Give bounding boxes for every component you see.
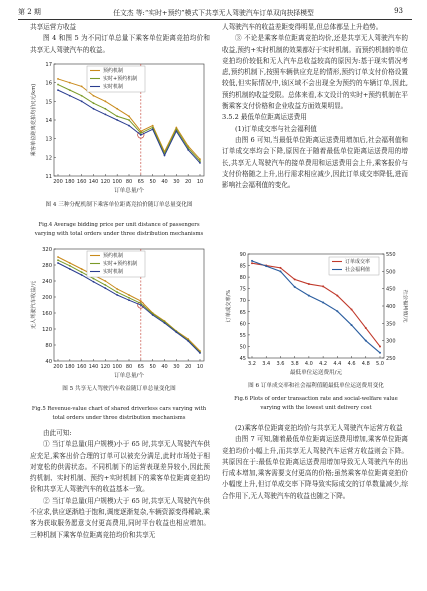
right-column-bottom bbox=[222, 423, 408, 502]
fig6-data-point bbox=[308, 295, 310, 297]
fig4-data-point bbox=[57, 89, 59, 91]
fig6-data-point bbox=[294, 286, 296, 288]
fig6-ytick-left-label: 60 bbox=[239, 321, 246, 328]
fig4-xtick-label: 20 bbox=[184, 179, 192, 185]
fig4-data-point bbox=[128, 125, 130, 127]
fig4-ytick-label: 17 bbox=[45, 62, 52, 68]
fig5-data-point bbox=[140, 304, 142, 306]
fig4-series-line-1 bbox=[58, 85, 200, 162]
fig5-xtick-label: 160 bbox=[76, 364, 87, 370]
fig6-y-axis-left-label: 订单成交率/% bbox=[226, 289, 232, 323]
fig5-xtick-label: 180 bbox=[65, 364, 75, 370]
fig6-data-point bbox=[279, 270, 281, 272]
fig5-data-point bbox=[69, 265, 71, 267]
fig6-data-point bbox=[351, 308, 353, 310]
fig6-ytick-left-label: 75 bbox=[239, 286, 246, 293]
fig4-y-axis-label: 乘客单位距离竞拍均价/(元/km) bbox=[31, 83, 37, 157]
fig4-data-point bbox=[175, 128, 177, 130]
fig6-chart bbox=[224, 248, 408, 380]
fig4-data-point bbox=[93, 95, 95, 97]
fig4-data-point bbox=[93, 108, 95, 110]
fig4-data-point bbox=[140, 132, 142, 134]
left-column-top bbox=[30, 22, 210, 56]
fig5-data-point bbox=[116, 288, 118, 290]
fig5-x-axis-label: 订单总量/个 bbox=[114, 373, 144, 379]
fig5-xtick-label: 50 bbox=[149, 364, 156, 370]
fig5-xtick-label: 100 bbox=[112, 364, 122, 370]
fig6-data-point bbox=[336, 295, 338, 297]
fig4-ytick-label: 16 bbox=[45, 80, 52, 87]
fig4-caption-en: Fig.4 Average bidding price per unit distance of passengers varying with total orders under three distribution mechanisms bbox=[34, 222, 204, 237]
fig5-data-point bbox=[93, 281, 95, 283]
fig6-ytick-right-label: 350 bbox=[386, 321, 396, 328]
fig4-xtick-label: 50 bbox=[149, 179, 156, 185]
fig4-data-point bbox=[152, 127, 154, 129]
fig6-ytick-left-label: 90 bbox=[239, 252, 246, 258]
fig5-data-point bbox=[128, 299, 130, 301]
fig4-data-point bbox=[152, 125, 154, 127]
fig4-data-point bbox=[128, 119, 130, 121]
fig5-xtick-label: 80 bbox=[125, 364, 133, 370]
fig4-data-point bbox=[81, 95, 83, 97]
fig4-xtick-label: 10 bbox=[196, 179, 204, 185]
fig4-data-point bbox=[104, 114, 106, 116]
fig6-ytick-right-label: 250 bbox=[386, 356, 396, 362]
figure-4 bbox=[28, 58, 210, 198]
fig5-data-point bbox=[140, 303, 142, 305]
fig4-ytick-label: 13 bbox=[45, 136, 52, 143]
fig5-data-point bbox=[57, 259, 59, 261]
fig6-ytick-right-label: 550 bbox=[386, 252, 396, 258]
fig6-ytick-left-label: 50 bbox=[239, 344, 246, 351]
fig6-ytick-left-label: 80 bbox=[239, 275, 246, 282]
fig5-xtick-label: 40 bbox=[161, 364, 168, 370]
fig4-xtick-label: 160 bbox=[76, 179, 87, 185]
fig5-data-point bbox=[81, 271, 83, 273]
running-title: 任文杰 等:“实时+预约”模式下共享无人驾驶汽车订单双向抉择模型 bbox=[113, 9, 314, 17]
fig5-xtick-label: 200 bbox=[53, 364, 63, 370]
fig5-xtick-label: 20 bbox=[184, 364, 192, 370]
fig5-ytick-label: 160 bbox=[42, 311, 52, 317]
fig6-ytick-right-label: 300 bbox=[386, 338, 396, 345]
fig5-y-axis-label: 无人驾驶汽车收益/元 bbox=[31, 280, 37, 330]
fig5-caption-en: Fig.5 Revenue-value chart of shared driverless cars varying with total orders under three distribution mechanisms bbox=[31, 406, 207, 421]
fig5-data-point bbox=[199, 352, 201, 354]
fig5-ytick-label: 240 bbox=[42, 279, 52, 285]
fig5-ytick-label: 40 bbox=[45, 359, 52, 365]
conclusion-item-1: ① 当订单总量(用户规模)小于 65 时,共享无人驾驶汽车供应充足,乘客出价合理的订单可以被充分满足,此时市场处于相对宽松的供需状态。不同机制下的运营表现差异较小,因此预约机制、实时机制、预约+实时机制下的乘客单位距离竞拍均价和共享无人驾驶汽车的收益基本一致。 bbox=[30, 440, 210, 494]
fig5-data-point bbox=[140, 300, 142, 302]
section-title: 3.5.2 最低单位距离运送费用 bbox=[222, 113, 307, 122]
fig4-data-point bbox=[152, 128, 154, 130]
fig5-ytick-label: 320 bbox=[42, 247, 52, 253]
fig5-data-point bbox=[164, 322, 166, 324]
fig6-data-point bbox=[279, 267, 281, 269]
fig4-ytick-label: 12 bbox=[45, 155, 52, 162]
fig4-data-point bbox=[104, 100, 106, 102]
fig4-ytick-label: 14 bbox=[45, 118, 52, 124]
fig6-legend-label: 社会福利值 bbox=[345, 267, 371, 273]
fig4-data-point bbox=[93, 102, 95, 104]
fig5-data-point bbox=[116, 294, 118, 296]
fig6-data-point bbox=[379, 345, 381, 347]
fig5-legend-label: 预约机制 bbox=[103, 253, 124, 259]
fig4-xtick-label: 200 bbox=[53, 179, 63, 185]
fig6-data-point bbox=[365, 340, 367, 342]
fig6-ytick-left-label: 45 bbox=[239, 356, 246, 362]
fig4-xtick-label: 40 bbox=[161, 179, 168, 185]
fig6-ytick-left-label: 65 bbox=[239, 309, 246, 316]
figure-5 bbox=[28, 243, 210, 383]
fig6-data-point bbox=[336, 310, 338, 312]
fig6-xtick-label: 3.2 bbox=[248, 361, 256, 367]
right-paragraph-1: 人驾驶汽车的收益差距变得明显,但总体都呈上升趋势。 bbox=[222, 23, 383, 31]
fig4-series-line-2 bbox=[58, 90, 200, 163]
fig4-xtick-label: 65 bbox=[137, 179, 145, 185]
fig4-xtick-label: 80 bbox=[125, 179, 133, 185]
fig6-caption-cn: 图 6 订单成交率和社会福利值随最低单位运送费用变化 bbox=[248, 383, 384, 389]
fig6-ytick-left-label: 85 bbox=[239, 263, 246, 270]
fig5-data-point bbox=[104, 284, 106, 286]
fig4-data-point bbox=[69, 95, 71, 97]
fig4-legend-label: 实时+预约机制 bbox=[103, 76, 138, 82]
fig5-ytick-label: 280 bbox=[42, 263, 52, 269]
fig4-xtick-label: 100 bbox=[112, 179, 122, 185]
conclusion-lead: 由此可知: bbox=[43, 429, 72, 437]
fig5-data-point bbox=[116, 291, 118, 293]
fig4-data-point bbox=[116, 108, 118, 110]
intro-paragraph: 图 4 和图 5 为不同订单总量下乘客单位距离竞拍均价和共享无人驾驶汽车的收益。 bbox=[30, 34, 210, 54]
fig5-data-point bbox=[93, 278, 95, 280]
fig5-data-point bbox=[69, 268, 71, 270]
fig5-chart bbox=[28, 243, 210, 383]
fig6-x-axis-label: 最低单位运送费用/元 bbox=[289, 370, 343, 376]
fig4-data-point bbox=[69, 82, 71, 84]
fig6-data-point bbox=[251, 262, 253, 264]
fig4-ytick-label: 11 bbox=[45, 174, 52, 180]
fig4-x-axis-label: 订单总量/个 bbox=[114, 188, 144, 194]
fig6-data-point bbox=[308, 283, 310, 285]
fig4-xtick-label: 120 bbox=[100, 179, 111, 185]
fig4-ytick-label: 15 bbox=[45, 99, 52, 106]
fig6-xtick-label: 3.4 bbox=[262, 361, 271, 367]
fig5-data-point bbox=[57, 256, 59, 258]
fig4-caption-cn: 图 4 三种分配机制下乘客单位距离竞拍价随订单总量变化图 bbox=[45, 202, 193, 208]
fig5-data-point bbox=[104, 280, 106, 282]
fig5-data-point bbox=[187, 340, 189, 342]
fig6-y-axis-right-label: 社会福利值/元 bbox=[402, 289, 408, 323]
fig4-data-point bbox=[104, 108, 106, 110]
left-column-bottom bbox=[30, 428, 210, 541]
fig5-data-point bbox=[128, 294, 130, 296]
fig6-data-point bbox=[365, 327, 367, 329]
fig6-xtick-label: 5.0 bbox=[376, 361, 384, 367]
fig4-data-point bbox=[140, 134, 142, 136]
fig6-data-point bbox=[322, 285, 324, 287]
fig5-data-point bbox=[152, 314, 154, 316]
fig5-data-point bbox=[69, 262, 71, 264]
right-paragraph-2: ③ 不论是乘客单位距离竞拍均价,还是共享无人驾驶汽车的收益,预约+实时机制的效果都好于实时机制。而预约机制的单位竞拍均价较低和无人汽车总收益较高的原因为:基于现实情况考虑,预约机制下,按照车辆供应充足的情形,预约订单支付价格设置较低,但实际情况中,该区域不会出现全为预约的车辆订单,因此,预约机制的收益受限。总体来看,本文设计的实时+预约机制在平衡乘客支付价格和企业收益方面效果明显。 bbox=[222, 34, 408, 111]
fig4-data-point bbox=[164, 155, 166, 157]
fig6-xtick-label: 4.6 bbox=[347, 361, 356, 367]
fig5-data-point bbox=[57, 262, 59, 264]
intro-title: 共享运营方收益 bbox=[30, 23, 77, 31]
fig4-xtick-label: 180 bbox=[65, 179, 75, 185]
fig5-data-point bbox=[128, 297, 130, 299]
fig6-caption-en: Fig.6 Plots of order transaction rate and social-welfare value varying with the lowest unit delivery cost bbox=[234, 396, 398, 411]
fig4-data-point bbox=[69, 89, 71, 91]
right-paragraph-4: 由图 7 可知,随着最低单位距离运送费用增加,乘客单位距离竞拍均价小幅上升,而共享无人驾驶汽车运营方收益则会下降。其原因在于:最低单位距离运送费用增加导致无人驾驶汽车的出行成本增加,乘客需要支付更高的价格;虽然乘客单位距离竞拍价小幅度上升,但订单成交率下降导致实际成交的订单数量减少,综合作用下,无人驾驶汽车的收益也随之下降。 bbox=[222, 435, 408, 500]
fig6-ytick-right-label: 450 bbox=[386, 286, 396, 293]
fig6-xtick-label: 3.6 bbox=[276, 361, 285, 367]
fig4-data-point bbox=[57, 78, 59, 80]
fig6-data-point bbox=[322, 302, 324, 304]
fig4-xtick-label: 30 bbox=[173, 179, 180, 185]
fig4-data-point bbox=[81, 100, 83, 102]
fig4-legend-label: 实时机制 bbox=[103, 84, 124, 90]
fig6-ytick-left-label: 55 bbox=[239, 332, 246, 339]
fig5-caption-cn: 图 5 共享无人驾驶汽车收益随订单总量变化图 bbox=[62, 386, 176, 392]
fig5-xtick-label: 10 bbox=[196, 364, 204, 370]
fig4-data-point bbox=[57, 84, 59, 86]
fig4-data-point bbox=[199, 162, 201, 164]
fig5-xtick-label: 120 bbox=[100, 364, 111, 370]
issue-label: 第 2 期 bbox=[18, 8, 41, 16]
page-header bbox=[0, 0, 427, 20]
fig6-ytick-right-label: 500 bbox=[386, 269, 396, 276]
fig6-data-point bbox=[379, 352, 381, 354]
fig5-ytick-label: 200 bbox=[42, 295, 52, 301]
figure-6 bbox=[224, 248, 408, 380]
fig5-xtick-label: 140 bbox=[88, 364, 99, 370]
fig5-xtick-label: 30 bbox=[173, 364, 180, 370]
fig5-data-point bbox=[81, 274, 83, 276]
fig5-ytick-label: 120 bbox=[42, 327, 52, 333]
conclusion-item-2: ② 当订单总量(用户规模)大于 65 时,共享无人驾驶汽车供不应求,供应逐渐趋于饱和,调度逐渐复杂,车辆资源变得稀缺,乘客为获取服务愿意支付更高费用,同时平台收益也相应增加。三种机制下乘客单位距离竞拍均价和共享无 bbox=[30, 496, 210, 539]
fig6-data-point bbox=[251, 260, 253, 262]
fig6-series-line-0 bbox=[252, 263, 380, 346]
fig4-data-point bbox=[116, 119, 118, 121]
fig6-xtick-label: 4.4 bbox=[333, 361, 342, 367]
fig4-legend-label: 预约机制 bbox=[103, 68, 124, 74]
fig6-ytick-right-label: 400 bbox=[386, 304, 396, 310]
fig6-xtick-label: 4.0 bbox=[304, 361, 313, 367]
fig6-xtick-label: 3.8 bbox=[290, 361, 299, 367]
fig6-ytick-left-label: 70 bbox=[239, 298, 246, 305]
fig6-legend-label: 订单成交率 bbox=[345, 259, 371, 265]
fig4-data-point bbox=[175, 130, 177, 132]
header-rule bbox=[18, 19, 412, 20]
right-paragraph-3: 由图 6 可知,当最低单位距离运送费用增加后,社会福利值和订单成交率均会下降,原因在于随着最低单位距离运送费用的增长,共享无人驾驶汽车的接单费用和运送费用会上升,乘客报价与支付价格随之上升,出行需求相应减少,因此订单成交率降低,进而影响社会福利值的变化。 bbox=[222, 135, 408, 190]
fig4-data-point bbox=[128, 115, 130, 117]
fig4-chart bbox=[28, 58, 210, 198]
fig5-data-point bbox=[104, 287, 106, 289]
fig4-data-point bbox=[116, 115, 118, 117]
fig5-data-point bbox=[175, 331, 177, 333]
fig5-ytick-label: 80 bbox=[45, 343, 52, 349]
section-item-1: (1)订单成交率与社会福利值 bbox=[235, 124, 317, 133]
fig4-data-point bbox=[187, 149, 189, 151]
fig6-data-point bbox=[265, 265, 267, 267]
fig6-data-point bbox=[351, 324, 353, 326]
fig4-xtick-label: 140 bbox=[88, 179, 99, 185]
fig6-data-point bbox=[294, 278, 296, 280]
fig5-data-point bbox=[81, 268, 83, 270]
fig4-data-point bbox=[81, 86, 83, 88]
fig6-xtick-label: 4.2 bbox=[319, 361, 328, 367]
fig6-xtick-label: 4.8 bbox=[361, 361, 370, 367]
fig5-legend-label: 实时机制 bbox=[103, 269, 124, 275]
section-item-2: (2)乘客单位距离竞拍均价与共享无人驾驶汽车运营方收益 bbox=[235, 424, 403, 432]
fig4-data-point bbox=[175, 127, 177, 129]
page-number: 93 bbox=[394, 7, 403, 15]
fig5-xtick-label: 65 bbox=[137, 364, 145, 370]
right-column-top bbox=[222, 22, 408, 191]
fig5-legend-label: 实时+预约机制 bbox=[103, 261, 138, 267]
